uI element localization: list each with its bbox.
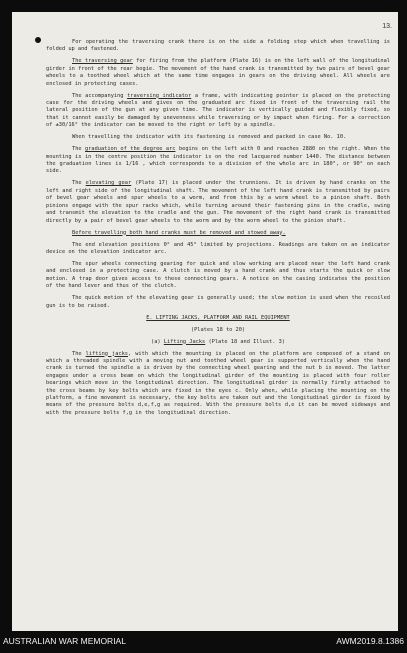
- paragraph-lifting-jacks: The lifting jacks, with which the mounting is placed on the platform are composed of a stand on which a threaded spindle with a moving nut and toothed wheel gear is supported vertically when the hand crank is turned the spindle a is driven by the connecting wheel gearing and the nut b is moved. The latter engages under a cross beam on which the longitudinal girder of the mounting is placed with four roller bearings which move in the longitudinal direction. The longitudinal girder is normally firmly attached to the cross beams by key bolts which are fixed in the eyes c. Only when, while placing the mounting on the platform, a fine movement is necessary, the key bolts are taken out and the longitudinal girder is fixed by means of the pressure bolts d,e,f,g as required. With the pressure bolts d,e it can be moved sideways and with the pressure bolts f,g in the longitudinal direction.: [46, 350, 390, 416]
- paragraph-3: The accompanying traversing indicator a frame, with indicating pointer is placed on the protecting case for the driving wheels and gives on the graduated arc fixed in front of the traversing rail the lateral position of the gun at any given time. The indicator is vertically guided and flexibly fixed, so that it cannot easily be damaged by unevenness while traversing or by impact when firing. For a correction of ±30/16° the indicator can be moved to the right or left by a spindle.: [46, 92, 391, 129]
- paragraph-5: The graduation of the degree arc begins on the left with 0 and reaches 2880 on the right. When the mounting is in the centre position the indicator is on the red lacquered number 1440. The distance between the graduation lines is 1/16 , which corresponds to a division of the whole arc in 180°, or 90° on each side.: [46, 146, 390, 175]
- ink-mark: [35, 37, 41, 43]
- plates-reference: (Plates 18 to 20): [190, 326, 246, 333]
- footer-right: AWM2019.8.1386: [336, 636, 404, 646]
- term-traversing-indicator: traversing indicator: [127, 92, 192, 99]
- document-body: [46, 39, 390, 422]
- page-number: 13.: [382, 23, 392, 30]
- subsection-heading: (a) Lifting Jacks (Plate 18 and Illust. 3): [151, 338, 285, 345]
- paragraph-2: The traversing gear for firing from the platform (Plate 16) is on the left wall of the longitudinal girder in front of the rear bogie. The movement of the hand crank is transmitted by two pairs of bevel gear wheels to a toothed wheel which at the same time engages in gears on the driving wheel. All wheels are enclosed in protecting cases.: [46, 58, 390, 87]
- paragraph-10: The quick motion of the elevating gear is generally used; the slow motion is used when the recoiled gun is to be raised.: [46, 295, 390, 309]
- term-elevating-gear: elevating gear: [85, 180, 132, 187]
- paragraph-7: [46, 230, 390, 237]
- term-traversing-gear: The traversing gear: [72, 58, 133, 65]
- document-page: [12, 12, 398, 631]
- term-before-travelling: Before travelling both hand cranks must be removed and stowed away.: [72, 229, 286, 236]
- footer-left: AUSTRALIAN WAR MEMORIAL: [3, 636, 126, 646]
- term-lifting-jacks: lifting jacks: [85, 350, 128, 357]
- paragraph-8: The end elevation positions 0° and 45° limited by projections. Readings are taken on an indicator device on the elevation indicator arc.: [46, 241, 390, 255]
- subsection-title: Lifting Jacks: [163, 338, 206, 345]
- term-graduation: graduation of the degree arc: [85, 146, 176, 153]
- paragraph-4: When travelling the indicator with its fastening is removed and packed in case No. 10.: [72, 134, 347, 141]
- archive-footer: [0, 631, 407, 653]
- section-heading: E. LIFTING JACKS, PLATFORM AND RAIL EQUIPMENT: [146, 314, 290, 321]
- paragraph-9: The spur wheels connecting gearing for quick and slow working are placed near the left hand crank and enclosed in a protecting case. A clutch is moved by a hand crank and thus starts the quick or slow motion. A trap door gives access to these connecting gears. A notice on the casing indicates the position of the hand lever and thus of the clutch.: [46, 260, 390, 290]
- paragraph-1: For operating the traversing crank there is on the side a folding step which when travelling is folded up and fastened.: [46, 39, 390, 53]
- paragraph-6: The elevating gear (Plate 17) is placed under the trunnions. It is driven by hand cranks on the left and right side of the longitudinal shaft. The movement of the left hand crank is transmitted by pairs of bevel gear wheels and spur wheels to a worm, and from this by a worm wheel to a pinion shaft. Both pinions engage with the spur racks which, while turning around their fastening pins in the cradle, swing and transmit the elevation to the cradle and the gun. The movement of the right hand crank is transmitted directly by a pair of bevel gear wheels to the worm and by the worm wheel to the pinion shaft.: [46, 180, 390, 224]
